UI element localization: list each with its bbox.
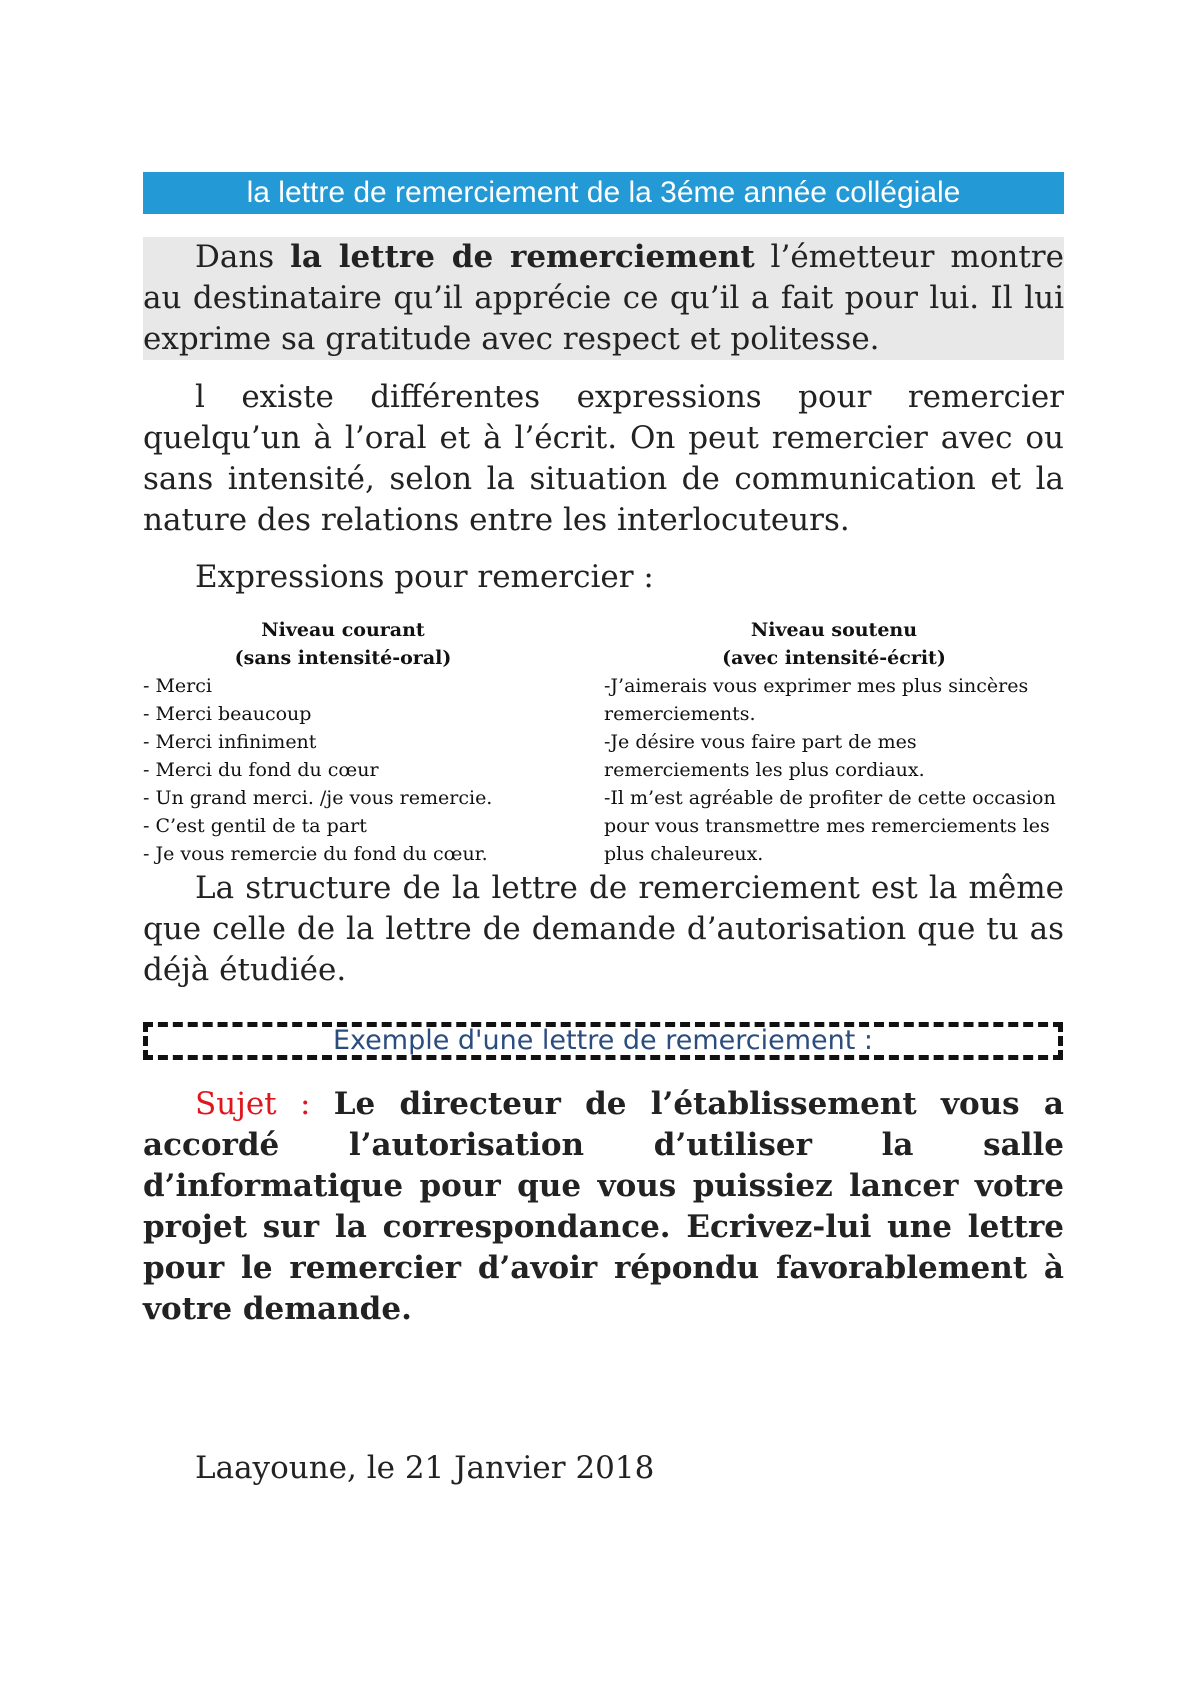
page-title: la lettre de remerciement de la 3éme année collégiale — [143, 172, 1064, 214]
intro-after: l’émetteur montre au destinataire qu’il apprécie ce qu’il a fait pour lui. Il lui exprime sa gratitude avec respect et politesse. — [143, 239, 1064, 357]
column-left-subheading: (sans intensité-oral) — [234, 647, 452, 669]
column-right-heading: Niveau soutenu — [750, 619, 918, 641]
list-item: -J’aimerais vous exprimer mes plus sincères remerciements. — [604, 675, 1029, 725]
subject-label: Sujet : — [195, 1086, 334, 1122]
column-right-subheading: (avec intensité-écrit) — [722, 647, 946, 669]
list-item: -Il m’est agréable de profiter de cette occasion pour vous transmettre mes remerciements les plus chaleureux. — [604, 787, 1056, 865]
intro-bold-term: la lettre de remerciement — [290, 239, 755, 275]
expressions-heading: Expressions pour remercier : — [195, 559, 654, 595]
subject-text: Le directeur de l’établissement vous a accordé l’autorisation d’utiliser la salle d’informatique pour que vous puissiez lancer votre projet sur la correspondance. Ecrivez-lui une lettre pour le remercier d’avoir répondu favorablement à votre demande. — [143, 1086, 1064, 1327]
column-right-list — [604, 672, 1064, 868]
column-niveau-soutenu — [604, 616, 1064, 868]
list-item: - Je vous remercie du fond du cœur. — [143, 843, 488, 865]
list-item: - Un grand merci. /je vous remercie. — [143, 787, 493, 809]
list-item: - Merci — [143, 675, 212, 697]
list-item: - Merci infiniment — [143, 731, 317, 753]
column-left-list — [143, 672, 543, 868]
column-niveau-courant — [143, 616, 543, 868]
list-item: - Merci beaucoup — [143, 703, 312, 725]
column-left-heading: Niveau courant — [261, 619, 425, 641]
list-item: - Merci du fond du cœur — [143, 759, 379, 781]
structure-paragraph: La structure de la lettre de remerciement est la même que celle de la lettre de demande d’autorisation que tu as déjà étudiée. — [143, 870, 1064, 988]
list-item: -Je désire vous faire part de mes remerciements les plus cordiaux. — [604, 731, 925, 781]
list-item: - C’est gentil de ta part — [143, 815, 367, 837]
subject-paragraph — [143, 1084, 1064, 1330]
intro-paragraph — [143, 237, 1064, 360]
dateline: Laayoune, le 21 Janvier 2018 — [195, 1450, 655, 1486]
example-title-box: Exemple d'une lettre de remerciement : — [143, 1022, 1063, 1060]
expressions-paragraph: l existe différentes expressions pour remercier quelqu’un à l’oral et à l’écrit. On peut remercier avec ou sans intensité, selon la situation de communication et la nature des relations entre les interlocuteurs. — [143, 379, 1064, 538]
intro-before: Dans — [195, 239, 291, 275]
